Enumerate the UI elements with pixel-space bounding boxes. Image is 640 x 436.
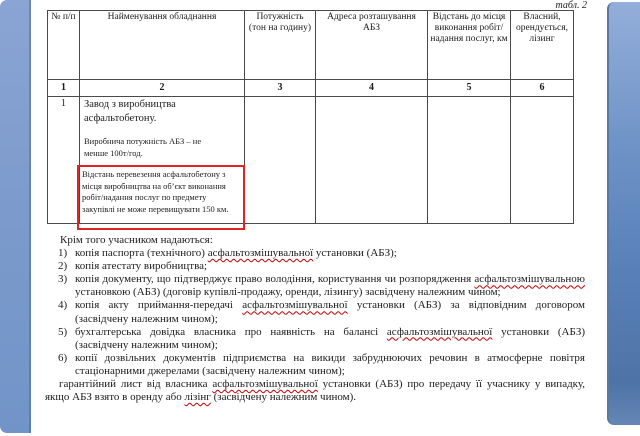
capacity-cell	[245, 97, 316, 224]
equipment-title: Завод з виробництва асфальтобетону.	[84, 99, 176, 124]
final-paragraph	[45, 378, 585, 404]
misspelled-word: асфальтозмішувальної	[386, 325, 493, 338]
header-cell-ownership: Власний, орендується, лізинг	[511, 11, 574, 80]
col-number: 4	[316, 80, 428, 97]
distance-cell	[428, 97, 511, 224]
list-item-number: 4)	[58, 299, 68, 312]
list-item	[45, 273, 585, 299]
list-item-number: 1)	[58, 247, 68, 260]
text-segment: установки (АБЗ) за відповідним договором (засвідчену належним чином);	[75, 299, 585, 325]
requirements-list	[45, 247, 585, 378]
slide-background-right	[607, 2, 640, 425]
list-item-number: 6)	[58, 351, 68, 364]
text-segment: копії дозвільних документів підприємства на викиди забруднюючих речовин в атмосферне повітря стаціонарними джерелами (засвідчену належним чином);	[75, 351, 585, 377]
misspelled-word: лізінг	[184, 391, 211, 404]
text-segment: установкою (АБЗ) (договір купівлі-продажу, оренди, лізингу) засвідчену належним чином;	[75, 286, 501, 299]
list-item	[45, 352, 585, 378]
col-number: 5	[428, 80, 511, 97]
misspelled-word: асфальтозмішувальної	[212, 378, 318, 391]
ownership-cell	[511, 97, 574, 224]
list-item	[45, 299, 585, 325]
header-cell-num: № п/п	[48, 11, 80, 80]
column-number-row	[48, 80, 574, 97]
col-number: 3	[245, 80, 316, 97]
body-text	[45, 234, 585, 404]
text-segment: гарантійний лист від власника	[59, 378, 213, 391]
col-number: 2	[80, 80, 245, 97]
address-cell	[316, 97, 428, 224]
table-caption: табл. 2	[555, 0, 587, 11]
red-highlight-annotation: Відстань перевезення асфальтобетону з місця виробництва на об’єкт виконання робіт/надання послуг по предмету закупівлі не може перевищувати 150 км.	[77, 165, 245, 230]
row-number-cell: 1	[48, 97, 80, 224]
list-item	[45, 326, 585, 352]
list-item-number: 3)	[58, 273, 68, 286]
text-segment: копія атестату виробництва;	[75, 260, 208, 273]
equipment-subtitle: Виробнича потужність АБЗ – не менше 100т/год.	[84, 136, 202, 158]
text-segment: копія паспорта (технічного)	[75, 247, 208, 260]
header-cell-capacity: Потужність (тон на годину)	[245, 11, 316, 80]
header-cell-equipment: Найменування обладнання	[80, 11, 245, 80]
text-segment: бухгалтерська довідка власника про наявність на балансі	[75, 325, 387, 338]
list-item	[45, 260, 585, 273]
text-segment: установки (АБЗ);	[313, 247, 397, 260]
text-segment: копія документу, що підтверджує право володіння, користування чи розпорядження	[75, 273, 475, 286]
misspelled-word: асфальтозмішувальної	[207, 247, 314, 260]
header-cell-address: Адреса розташування АБЗ	[316, 11, 428, 80]
list-item	[45, 247, 585, 260]
text-segment: установки (АБЗ) (засвідчену належним чином);	[75, 325, 585, 351]
text-segment: (засвідчену належним чином).	[210, 391, 357, 404]
misspelled-word: асфальтозмішувальною	[474, 273, 585, 286]
text-segment: установки (АБЗ) про передачу її учаснику у випадку, якщо АБЗ взято в оренду або	[45, 378, 586, 404]
body-intro: Крім того учасником надаються:	[60, 234, 213, 246]
text-segment: копія акту приймання-передачі	[75, 299, 243, 312]
misspelled-word: асфальтозмішувальної	[242, 299, 348, 312]
slide-background-left	[0, 0, 31, 433]
col-number: 6	[511, 80, 574, 97]
list-item-number: 5)	[58, 325, 68, 338]
list-item-number: 2)	[58, 260, 68, 273]
header-cell-distance: Відстань до місця виконання робіт/надання послуг, км	[428, 11, 511, 80]
col-number: 1	[48, 80, 80, 97]
table-header-row	[48, 11, 574, 80]
